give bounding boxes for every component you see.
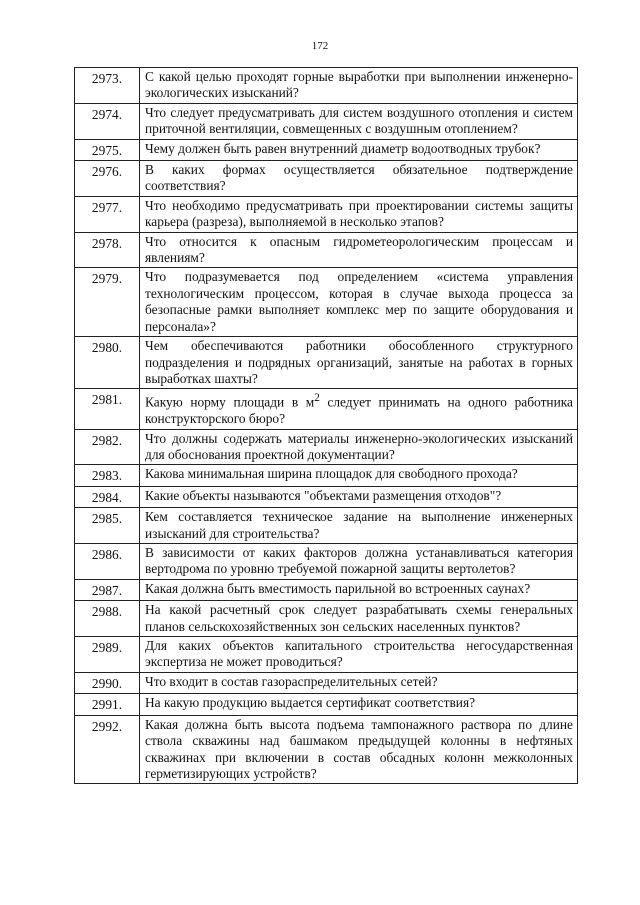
question-text: Какая должна быть вместимость парильной во встроенных саунах? [140,579,578,600]
question-text: Кем составляется техническое задание на выполнение инженерных изысканий для строительства? [140,508,578,544]
question-number: 2991. [75,694,140,715]
page-number: 172 [311,40,329,52]
table-row [75,103,578,139]
question-text-end: следует принимать на одного работника конструкторского бюро? [145,394,573,427]
question-text: В каких формах осуществляется обязательное подтверждение соответствия? [140,161,578,197]
question-text [140,389,578,429]
question-text: Что подразумевается под определением «система управления технологическим процессом, которая в случае выхода процесса за безопасные рамки выполняет комплекс мер по защите оборудования и персонала»? [140,268,578,337]
table-row [75,694,578,715]
question-text: В зависимости от каких факторов должна устанавливаться категория вертодрома по уровню требуемой пожарной защиты вертолетов? [140,544,578,580]
question-text: Какова минимальная ширина площадок для свободного прохода? [140,465,578,486]
table-row [75,429,578,465]
question-number: 2980. [75,337,140,389]
question-number: 2990. [75,672,140,693]
question-number: 2989. [75,637,140,673]
table-row [75,637,578,673]
question-text: На какой расчетный срок следует разрабатывать схемы генеральных планов сельскохозяйственных зон сельских населенных пунктов? [140,601,578,637]
question-text: Для каких объектов капитального строительства негосударственная экспертиза не может проводиться? [140,637,578,673]
question-number: 2983. [75,465,140,486]
question-number: 2974. [75,103,140,139]
question-text: Что относится к опасным гидрометеорологическим процессам и явлениям? [140,232,578,268]
question-number: 2976. [75,161,140,197]
question-text: Что должны содержать материалы инженерно-экологических изысканий для обоснования проектной документации? [140,429,578,465]
question-text: Какие объекты называются "объектами размещения отходов"? [140,486,578,507]
question-number: 2973. [75,68,140,104]
question-number: 2975. [75,139,140,160]
question-number: 2979. [75,268,140,337]
table-row [75,486,578,507]
table-row [75,579,578,600]
question-text: Что входит в состав газораспределительных сетей? [140,672,578,693]
questions-table [74,67,578,784]
table-row [75,715,578,784]
question-text: На какую продукцию выдается сертификат соответствия? [140,694,578,715]
square-meter-superscript: 2 [314,392,320,405]
table-row [75,544,578,580]
question-text: С какой целью проходят горные выработки при выполнении инженерно-экологических изысканий? [140,68,578,104]
table-row [75,232,578,268]
table-row [75,389,578,429]
question-number: 2986. [75,544,140,580]
table-row [75,465,578,486]
question-text: Что необходимо предусматривать при проектировании системы защиты карьера (разреза), выполняемой в несколько этапов? [140,196,578,232]
table-row [75,601,578,637]
question-number: 2992. [75,715,140,784]
question-number: 2981. [75,389,140,429]
table-row [75,68,578,104]
table-row [75,337,578,389]
question-text-start: Какую норму площади в м [145,394,315,410]
question-number: 2985. [75,508,140,544]
question-number: 2987. [75,579,140,600]
question-number: 2978. [75,232,140,268]
table-row [75,161,578,197]
table-row [75,139,578,160]
table-row [75,672,578,693]
question-text: Какая должна быть высота подъема тампонажного раствора по длине ствола скважины над башмаком предыдущей колонны в нефтяных скважинах при включении в состав обсадных колонн межколонных герметизирующих устройств? [140,715,578,784]
question-text: Чему должен быть равен внутренний диаметр водоотводных трубок? [140,139,578,160]
table-row [75,268,578,337]
question-number: 2984. [75,486,140,507]
table-row [75,508,578,544]
question-text: Чем обеспечиваются работники обособленного структурного подразделения и подрядных организаций, занятые на работах в горных выработках шахты? [140,337,578,389]
table-row [75,196,578,232]
question-text: Что следует предусматривать для систем воздушного отопления и систем приточной вентиляции, совмещенных с воздушным отоплением? [140,103,578,139]
question-number: 2977. [75,196,140,232]
question-number: 2988. [75,601,140,637]
question-number: 2982. [75,429,140,465]
